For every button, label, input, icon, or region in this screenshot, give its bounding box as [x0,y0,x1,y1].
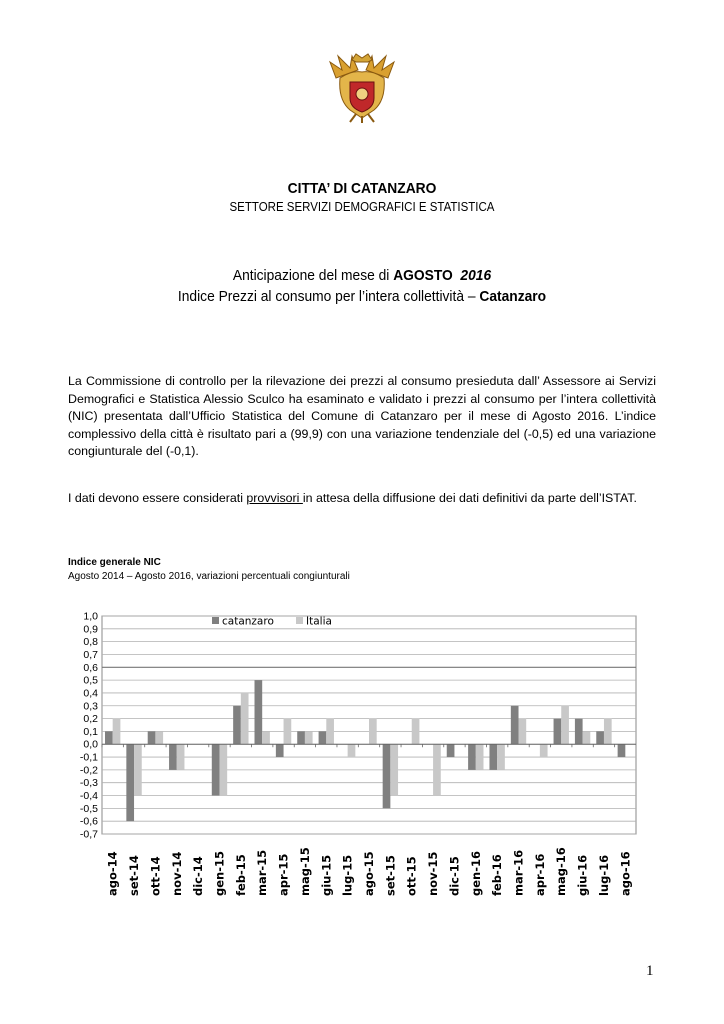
y-tick-label: 1,0 [83,610,98,623]
y-tick-label: -0,6 [79,815,98,828]
x-tick-label: mag-16 [554,847,569,896]
y-tick-label: 0,3 [83,700,98,713]
chart-subtitle: Agosto 2014 – Agosto 2016, variazioni percentuali congiunturali [68,571,350,582]
legend-label-italia: Italia [306,615,332,628]
x-tick-label: ago-15 [362,851,376,896]
bar-catanzaro-feb-16 [489,744,497,770]
bar-italia-apr-16 [540,744,548,757]
legend-label-catanzaro: catanzaro [222,615,274,628]
bar-catanzaro-lug-16 [596,731,604,744]
bar-italia-mag-15 [305,731,313,744]
bar-italia-nov-14 [177,744,185,770]
y-tick-label: -0,5 [79,802,98,815]
bar-italia-feb-15 [241,693,249,744]
bar-catanzaro-gen-15 [212,744,220,795]
y-tick-label: 0,4 [83,687,98,700]
x-tick-label: nov-14 [169,851,184,896]
nic-bar-chart [60,600,650,910]
bar-catanzaro-ago-16 [618,744,626,757]
bar-catanzaro-nov-14 [169,744,177,770]
coat-of-arms-icon [328,52,396,124]
bar-italia-ott-14 [155,731,163,744]
bar-catanzaro-giu-16 [575,719,583,745]
bar-italia-ago-14 [113,719,121,745]
bar-italia-apr-15 [284,719,292,745]
y-tick-label: 0,0 [83,738,98,751]
commission-paragraph: La Commissione di controllo per la rilevazione dei prezzi al consumo presieduta dall’ Assessore ai Servizi Demografici e Statistica Alessio Sculco ha esaminato e validato i prezzi al consumo per l’intera collettività (NIC) presentata dall’Ufficio Statistica del Comune di Catanzaro per il mese di Agosto 2016. L’indice complessivo della città è risultato pari a (99,9) con una variazione tendenziale del (-0,5) ed una variazione congiunturale del (-0,1). [68,374,656,458]
x-tick-label: lug-15 [340,854,355,896]
note-text-before: I dati devono essere considerati [68,491,247,505]
provisional-note [68,490,656,508]
legend-swatch-catanzaro [212,617,219,624]
x-tick-label: ago-16 [618,851,633,896]
x-tick-label: giu-15 [319,854,334,896]
bar-catanzaro-apr-15 [276,744,284,757]
bar-italia-giu-16 [583,731,591,744]
x-tick-label: nov-15 [426,851,441,896]
y-tick-label: 0,9 [83,623,98,636]
bar-italia-giu-15 [326,719,334,745]
bar-italia-ott-15 [412,719,420,745]
x-tick-label: gen-16 [468,851,483,896]
bar-catanzaro-mag-15 [297,731,305,744]
y-tick-label: 0,5 [83,674,98,687]
bar-catanzaro-ago-14 [105,731,113,744]
bar-catanzaro-mag-16 [554,719,562,745]
x-tick-label: ago-14 [105,851,120,896]
bar-catanzaro-mar-16 [511,706,519,744]
bar-italia-set-14 [134,744,142,795]
bar-italia-mar-15 [262,731,270,744]
y-tick-label: -0,1 [79,751,98,764]
bar-catanzaro-mar-15 [255,680,263,744]
bar-catanzaro-dic-15 [447,744,455,757]
department-subtitle: SETTORE SERVIZI DEMOGRAFICI E STATISTICA [229,200,495,214]
bar-catanzaro-set-15 [383,744,391,808]
y-tick-label: 0,6 [83,661,98,674]
heading-month: AGOSTO [393,267,453,284]
y-tick-label: -0,7 [79,828,98,841]
bar-italia-ago-15 [369,719,377,745]
bar-italia-feb-16 [497,744,505,770]
bar-italia-gen-15 [219,744,227,795]
y-tick-label: -0,4 [79,790,98,803]
y-tick-label: 0,7 [83,648,98,661]
x-tick-label: feb-16 [490,854,505,896]
heading2-prefix: Indice Prezzi al consumo per l’intera collettività – [177,288,480,305]
y-tick-label: -0,3 [79,777,98,790]
bar-catanzaro-gen-16 [468,744,476,770]
x-tick-label: dic-15 [447,856,462,896]
bar-catanzaro-ott-14 [148,731,156,744]
bar-italia-lug-16 [604,719,612,745]
bar-italia-gen-16 [476,744,484,770]
x-tick-label: mag-15 [297,847,312,896]
y-tick-label: 0,1 [83,725,98,738]
y-tick-label: 0,2 [83,713,98,726]
x-tick-label: feb-15 [233,854,248,896]
report-heading-line1 [29,267,695,284]
x-tick-label: giu-16 [575,854,590,896]
heading-year: 2016 [460,267,492,284]
y-tick-label: 0,8 [83,636,98,649]
x-tick-label: dic-14 [191,856,206,896]
bar-catanzaro-giu-15 [319,731,327,744]
x-tick-label: set-15 [383,855,398,896]
report-heading-line2 [29,288,695,305]
heading-city: Catanzaro [479,288,547,305]
x-tick-label: ott-15 [404,856,419,896]
bar-italia-nov-15 [433,744,441,795]
y-tick-label: -0,2 [79,764,98,777]
x-tick-label: ott-14 [148,856,163,896]
city-title: CITTA’ DI CATANZARO [287,180,437,197]
bar-italia-set-15 [390,744,398,795]
x-tick-label: mar-15 [255,849,270,896]
bar-italia-lug-15 [348,744,356,757]
x-tick-label: apr-15 [276,853,291,896]
provisional-word: provvisori [246,491,303,505]
bar-italia-mar-16 [519,719,527,745]
x-tick-label: gen-15 [212,851,227,896]
chart-title: Indice generale NIC [68,557,161,568]
legend-swatch-italia [296,617,303,624]
note-text-after: in attesa della diffusione dei dati definitivi da parte dell’ISTAT. [302,491,637,505]
bar-catanzaro-feb-15 [233,706,241,744]
x-tick-label: apr-16 [532,853,547,896]
x-tick-label: mar-16 [511,849,526,896]
bar-italia-mag-16 [561,706,569,744]
x-tick-label: lug-16 [596,854,611,896]
x-tick-label: set-14 [127,855,142,896]
heading-prefix: Anticipazione del mese di [232,267,394,284]
bar-catanzaro-set-14 [126,744,134,821]
page-number: 1 [646,963,654,979]
